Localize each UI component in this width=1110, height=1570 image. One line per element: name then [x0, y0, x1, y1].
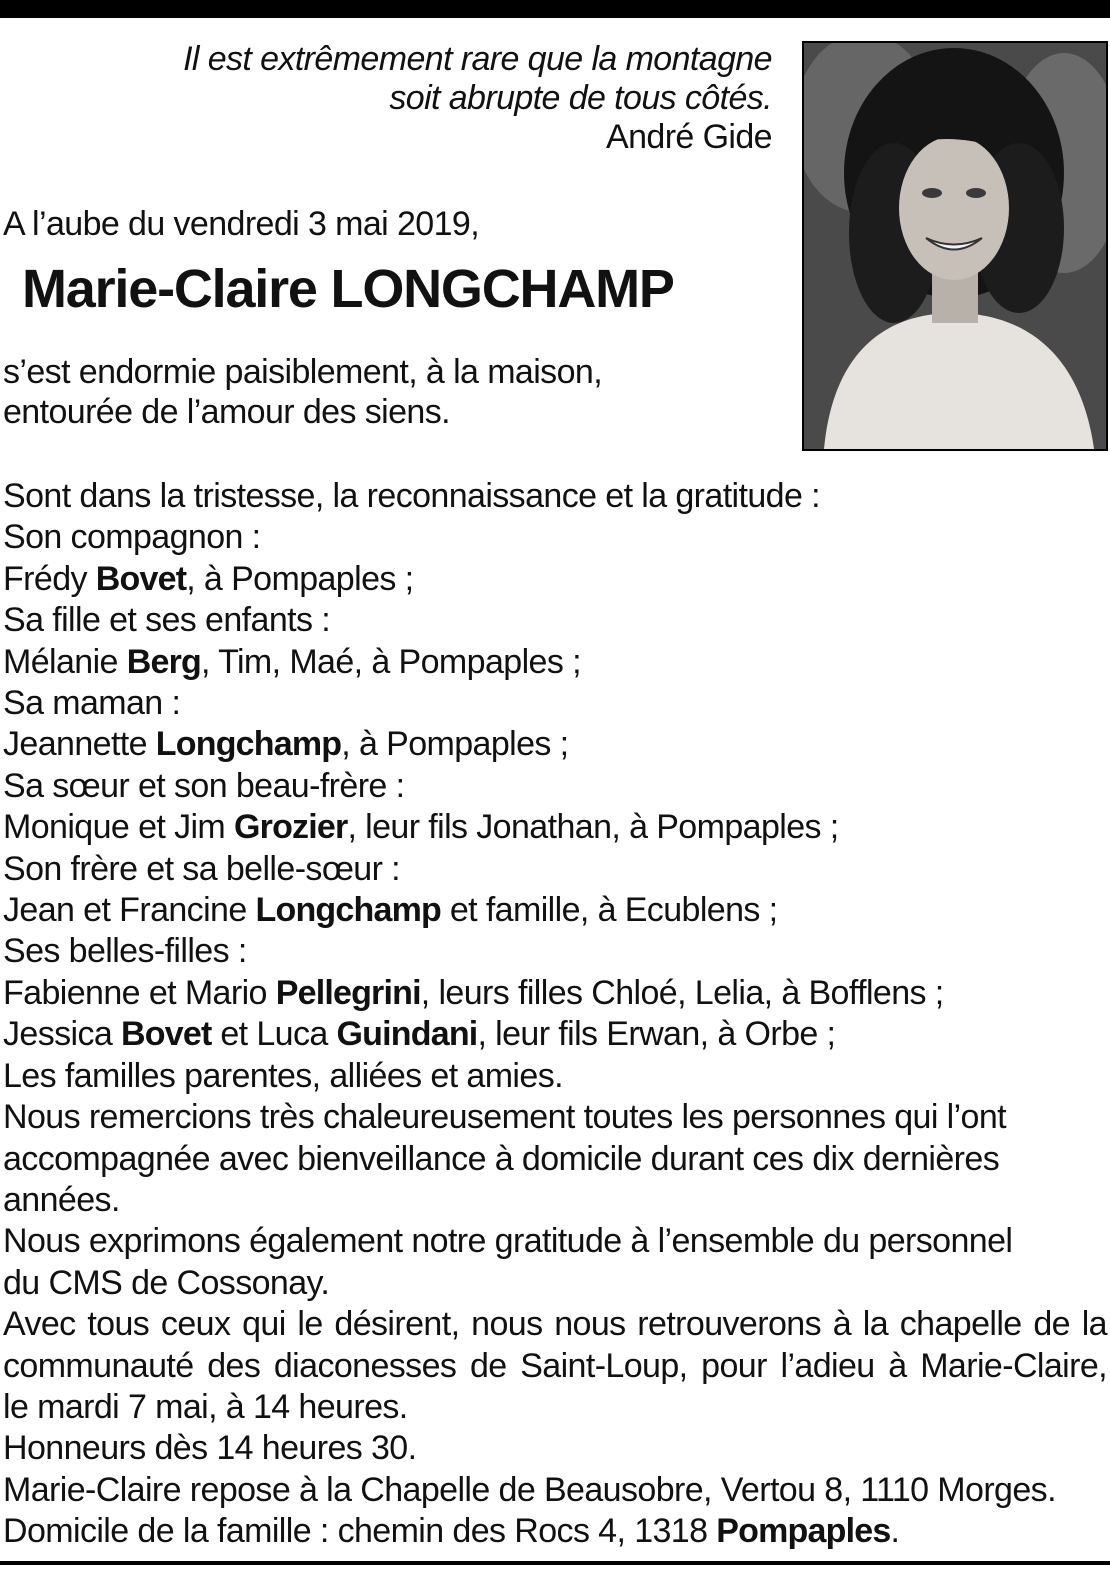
location: , leur fils Jonathan, à Pompaples ; — [347, 808, 839, 847]
location: et famille, à Ecublens ; — [440, 891, 778, 930]
date-of-death-line: A l’aube du vendredi 3 mai 2019, — [3, 205, 480, 243]
family-intro: Sont dans la tristesse, la reconnaissance et la gratitude : — [3, 477, 820, 515]
bottom-rule — [0, 1561, 1110, 1565]
sister-entry — [3, 807, 1107, 848]
stepdaughter-entry-2 — [3, 1014, 1107, 1055]
surname: Bovet — [95, 559, 187, 598]
portrait-photo — [802, 41, 1108, 451]
first-name: Jeannette — [3, 725, 156, 764]
ceremony-line-3: le mardi 7 mai, à 14 heures. — [3, 1387, 408, 1426]
daughter-entry — [3, 642, 1107, 683]
thanks-line-1: Nous remercions très chaleureusement toutes les personnes qui l’ont — [3, 1098, 1007, 1137]
mother-entry — [3, 724, 1107, 765]
location: , à Pompaples ; — [341, 725, 569, 764]
passing-statement — [3, 352, 602, 432]
daughter-label: Sa fille et ses enfants : — [3, 601, 331, 640]
notice-body — [3, 476, 1107, 1553]
thanks-line-2: accompagnée avec bienveillance à domicile durant ces dix dernières — [3, 1139, 1000, 1178]
passing-line-1: s’est endormie paisiblement, à la maison, — [3, 353, 603, 391]
quote-author: André Gide — [606, 118, 772, 156]
relatives-line: Les familles parentes, alliées et amies. — [3, 1056, 563, 1095]
deceased-name: Marie-Claire LONGCHAMP — [22, 259, 674, 319]
first-name: Monique et Jim — [3, 808, 234, 847]
quote-line-1: Il est extrêmement rare que la montagne — [183, 40, 772, 78]
first-name: Jessica — [3, 1015, 122, 1054]
mother-label: Sa maman : — [3, 684, 181, 723]
surname: Berg — [126, 642, 201, 681]
location: , leurs filles Chloé, Lelia, à Bofflens ; — [420, 973, 944, 1012]
home-address: Domicile de la famille : chemin des Rocs 4, 1318 — [3, 1512, 717, 1551]
brother-label: Son frère et sa belle-sœur : — [3, 849, 401, 888]
partner-name: et Luca — [211, 1015, 337, 1054]
home-town: Pompaples — [716, 1512, 891, 1551]
ceremony-line-1: Avec tous ceux qui le désirent, nous nous retrouverons à la chapelle de la — [3, 1305, 1107, 1344]
first-name: Jean et Francine — [3, 891, 256, 930]
home-suffix: . — [890, 1512, 900, 1551]
location: , à Pompaples ; — [186, 559, 414, 598]
location: , leur fils Erwan, à Orbe ; — [477, 1015, 836, 1054]
surname: Guindani — [336, 1015, 478, 1054]
family-home-line — [3, 1511, 1107, 1552]
first-name: Frédy — [3, 559, 96, 598]
thanks-line-4: Nous exprimons également notre gratitude à l’ensemble du personnel — [3, 1222, 1013, 1261]
companion-label: Son compagnon : — [3, 518, 261, 557]
thanks-line-3: années. — [3, 1180, 120, 1219]
top-rule — [0, 0, 1110, 18]
stepdaughters-label: Ses belles-filles : — [3, 932, 247, 971]
location: , Tim, Maé, à Pompaples ; — [200, 642, 581, 681]
stepdaughter-entry-1 — [3, 973, 1107, 1014]
surname: Longchamp — [155, 725, 342, 764]
surname: Pellegrini — [275, 973, 421, 1012]
honours-line: Honneurs dès 14 heures 30. — [3, 1429, 417, 1468]
thanks-line-5: du CMS de Cossonay. — [3, 1263, 330, 1302]
epigraph-quote — [183, 40, 772, 157]
surname: Bovet — [121, 1015, 212, 1054]
sister-label: Sa sœur et son beau-frère : — [3, 766, 405, 805]
quote-line-2: soit abrupte de tous côtés. — [389, 79, 772, 117]
surname: Longchamp — [255, 891, 441, 930]
surname: Grozier — [234, 808, 348, 847]
passing-line-2: entourée de l’amour des siens. — [3, 393, 450, 431]
first-name: Mélanie — [3, 642, 127, 681]
first-name: Fabienne et Mario — [3, 973, 276, 1012]
portrait-icon — [804, 43, 1106, 449]
resting-place-line: Marie-Claire repose à la Chapelle de Beausobre, Vertou 8, 1110 Morges. — [3, 1470, 1056, 1509]
brother-entry — [3, 890, 1107, 931]
companion-entry — [3, 559, 1107, 600]
ceremony-line-2: communauté des diaconesses de Saint-Loup, pour l’adieu à Marie-Claire, — [3, 1346, 1107, 1385]
